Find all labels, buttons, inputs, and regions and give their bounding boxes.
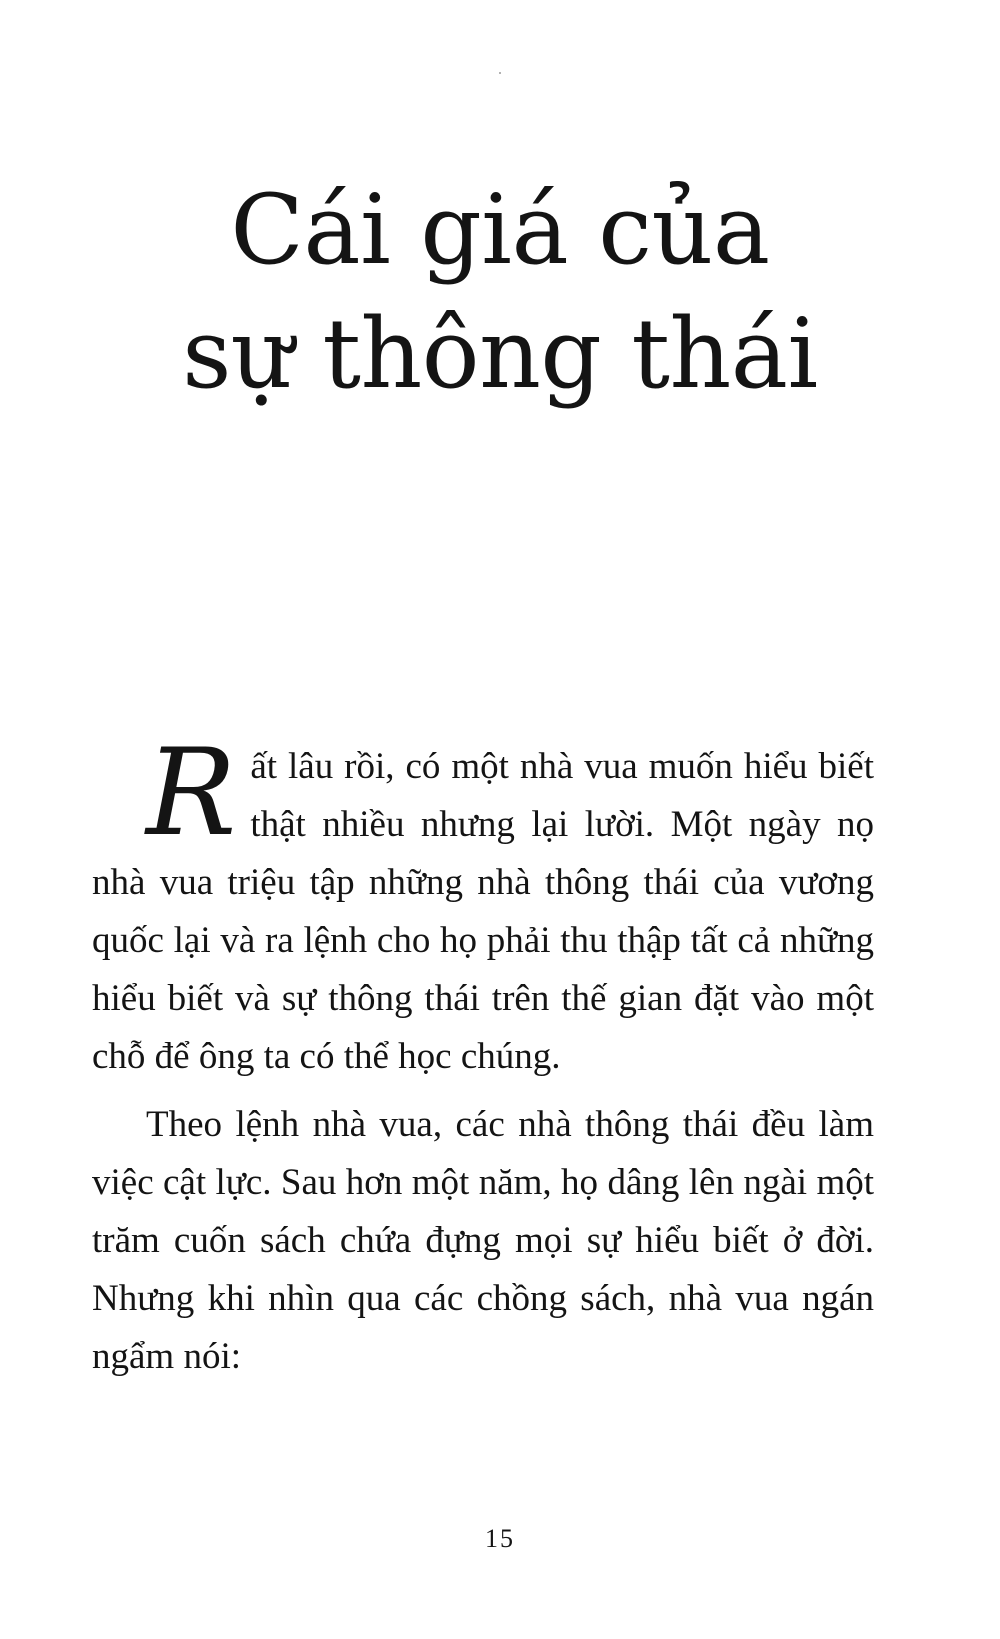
drop-cap: R	[146, 724, 237, 863]
chapter-title-line-2: sự thông thái	[182, 298, 818, 410]
paragraph-1-text: ất lâu rồi, có một nhà vua muốn hiểu biết thật nhiều nhưng lại lười. Một ngày nọ nhà vua triệu tập những nhà thông thái của vương quốc lại và ra lệnh cho họ phải thu thập tất cả những hiểu biết và sự thông thái trên thế gian đặt vào một chỗ để ông ta có thể học chúng.	[92, 746, 874, 1077]
body-text	[92, 724, 874, 1386]
chapter-title	[0, 168, 1000, 416]
paragraph-2: Theo lệnh nhà vua, các nhà thông thái đều làm việc cật lực. Sau hơn một năm, họ dâng lên ngài một trăm cuốn sách chứa đựng mọi sự hiểu biết ở đời. Nhưng khi nhìn qua các chồng sách, nhà vua ngán ngẩm nói:	[92, 1104, 874, 1377]
print-speck	[499, 72, 501, 74]
page-number: 15	[485, 1524, 515, 1553]
paragraph-1	[92, 724, 874, 1086]
chapter-title-line-1: Cái giá của	[230, 174, 770, 286]
